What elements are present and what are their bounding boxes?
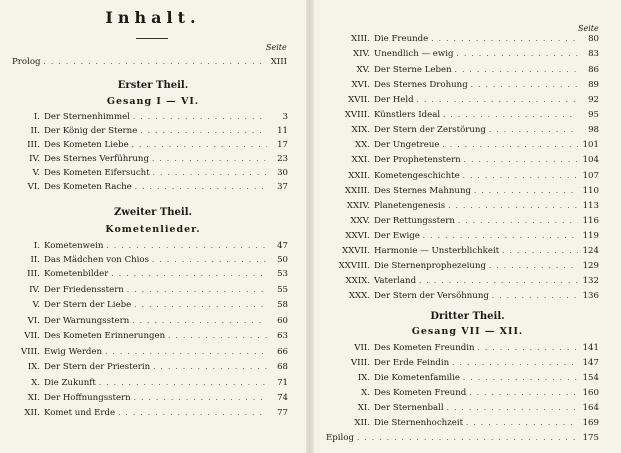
seite-label: Seite (578, 24, 599, 33)
leader-dots (135, 181, 267, 193)
toc-entry (0, 330, 288, 342)
toc-entry (314, 260, 599, 272)
toc-entry (314, 417, 599, 429)
leader-dots (455, 64, 578, 76)
toc-entry (0, 284, 288, 296)
toc-entry (0, 125, 288, 137)
page-title: Inhalt. (105, 8, 201, 27)
part-subtitle: Gesang VII — XII. (411, 326, 524, 337)
entry-page: 71 (277, 378, 288, 388)
entry-title: Der Sternenhimmel (44, 112, 130, 122)
entry-number: I. (33, 112, 40, 122)
leader-dots (423, 230, 578, 242)
leader-dots (448, 200, 578, 212)
leader-dots (168, 330, 267, 342)
toc-entry (0, 377, 288, 389)
entry-title: Des Kometen Freund (374, 388, 467, 398)
entry-title: Der König der Sterne (44, 126, 138, 136)
leader-dots (489, 260, 578, 272)
entry-number: XII. (354, 418, 370, 428)
entry-number: XVII. (348, 95, 370, 105)
entry-title: Der Warnungsstern (44, 316, 130, 326)
toc-entry (0, 139, 288, 151)
toc-entry (314, 275, 599, 287)
entry-number: XXVIII. (338, 261, 370, 271)
entry-title: Epilog (326, 433, 354, 443)
toc-entry (314, 64, 599, 76)
entry-page: 77 (277, 408, 288, 418)
entry-page: 119 (582, 231, 599, 241)
toc-entry (314, 48, 599, 60)
entry-title: Der Hoffnungsstern (44, 393, 131, 403)
toc-entry (314, 154, 599, 166)
entry-title: Vaterland (374, 276, 417, 286)
entry-number: XXII. (348, 171, 370, 181)
leader-dots (442, 139, 578, 151)
toc-entry (314, 79, 599, 91)
entry-number: I. (33, 241, 40, 251)
entry-page: 169 (582, 418, 599, 428)
toc-entry (0, 153, 288, 165)
leader-dots (466, 417, 578, 429)
toc-entry (314, 215, 599, 227)
entry-title: Des Kometen Eifersucht (44, 168, 150, 178)
entry-number: VI. (27, 182, 40, 192)
right-page (314, 0, 621, 453)
entry-page: XIII (270, 57, 287, 67)
entry-number: XXIX. (345, 276, 370, 286)
leader-dots (474, 185, 578, 197)
toc-entry (314, 139, 599, 151)
entry-page: 50 (277, 255, 288, 265)
entry-page: 89 (588, 80, 599, 90)
entry-title: Der Friedensstern (44, 285, 124, 295)
leader-dots (357, 432, 578, 444)
entry-title: Des Sternes Mahnung (374, 186, 471, 196)
part-title: Erster Theil. (117, 80, 189, 91)
entry-page: 23 (277, 154, 288, 164)
leader-dots (99, 377, 267, 389)
entry-page: 136 (582, 291, 599, 301)
entry-page: 116 (582, 216, 599, 226)
entry-title: Der Stern der Priesterin (44, 362, 151, 372)
leader-dots (502, 245, 578, 257)
entry-number: V. (32, 300, 40, 310)
entry-page: 30 (277, 168, 288, 178)
toc-entry (314, 372, 599, 384)
toc-entry (0, 111, 288, 123)
entry-title: Das Mädchen von Chios (44, 255, 150, 265)
leader-dots (419, 275, 578, 287)
entry-page: 83 (588, 49, 599, 59)
entry-page: 104 (582, 155, 599, 165)
toc-entry-prolog (12, 56, 287, 68)
entry-title: Der Sterne Leben (374, 65, 452, 75)
entry-number: XVI. (351, 80, 370, 90)
entry-number: XX. (355, 140, 370, 150)
entry-page: 60 (277, 316, 288, 326)
toc-entry (0, 392, 288, 404)
entry-number: VII. (354, 343, 370, 353)
entry-number: XXV. (350, 216, 370, 226)
toc-entry (0, 167, 288, 179)
entry-number: II. (30, 126, 40, 136)
entry-page: 141 (582, 343, 599, 353)
toc-entry (314, 170, 599, 182)
part-subtitle: Kometenlieder. (105, 224, 201, 235)
entry-page: 11 (277, 126, 288, 136)
entry-number: XXIII. (344, 186, 370, 196)
leader-dots (443, 109, 578, 121)
entry-title: Der Sternenball (374, 403, 444, 413)
leader-dots (106, 240, 267, 252)
leader-dots (127, 284, 267, 296)
entry-page: 175 (582, 433, 599, 443)
entry-page: 132 (582, 276, 599, 286)
toc-entry (0, 254, 288, 266)
entry-page: 17 (277, 140, 288, 150)
entry-title: Der Prophetenstern (374, 155, 461, 165)
entry-page: 47 (277, 241, 288, 251)
leader-dots (464, 154, 578, 166)
entry-number: XXVI. (345, 231, 370, 241)
entry-number: XIX. (351, 125, 370, 135)
leader-dots (431, 33, 578, 45)
entry-page: 101 (582, 140, 599, 150)
toc-entry (314, 124, 599, 136)
leader-dots (152, 153, 267, 165)
entry-number: X. (361, 388, 370, 398)
entry-number: III. (27, 269, 40, 279)
entry-title: Komet und Erde (44, 408, 116, 418)
leader-dots (134, 392, 267, 404)
entry-number: VII. (24, 331, 40, 341)
toc-entry (0, 181, 288, 193)
entry-title: Planetengenesis (374, 201, 446, 211)
entry-page: 74 (277, 393, 288, 403)
entry-title: Die Kometenfamilie (374, 373, 460, 383)
entry-number: X. (31, 378, 40, 388)
entry-title: Unendlich — ewig (374, 49, 454, 59)
entry-title: Des Sternes Drohung (374, 80, 468, 90)
entry-title: Die Zukunft (44, 378, 96, 388)
entry-number: IX. (27, 362, 40, 372)
entry-page: 92 (588, 95, 599, 105)
entry-title: Der Stern der Zerstörung (374, 125, 486, 135)
toc-entry (0, 299, 288, 311)
leader-dots (140, 125, 267, 137)
entry-number: XXX. (348, 291, 370, 301)
toc-entry (314, 245, 599, 257)
entry-page: 66 (277, 347, 288, 357)
entry-page: 110 (582, 186, 599, 196)
leader-dots (492, 290, 578, 302)
entry-number: XXI. (351, 155, 370, 165)
toc-entry (0, 346, 288, 358)
entry-title: Der Ungetreue (374, 140, 440, 150)
toc-entry (314, 402, 599, 414)
entry-number: VI. (27, 316, 40, 326)
toc-entry (314, 230, 599, 242)
entry-number: IV. (29, 154, 40, 164)
leader-dots (44, 56, 267, 68)
entry-number: IV. (29, 285, 40, 295)
entry-page: 80 (588, 34, 599, 44)
part-title: Zweiter Theil. (114, 207, 192, 218)
entry-page: 113 (582, 201, 599, 211)
toc-entry (314, 33, 599, 45)
entry-page: 129 (582, 261, 599, 271)
entry-title: Kometengeschichte (374, 171, 460, 181)
entry-page: 95 (588, 110, 599, 120)
part-subtitle: Gesang I — VI. (106, 96, 200, 107)
leader-dots (478, 342, 578, 354)
entry-title: Die Sternenhochzeit (374, 418, 464, 428)
leader-dots (417, 94, 578, 106)
entry-title: Der Stern der Versöhnung (374, 291, 489, 301)
entry-title: Der Erde Feindin (374, 358, 450, 368)
entry-title: Harmonie — Unsterblichkeit (374, 246, 500, 256)
entry-number: XI. (27, 393, 40, 403)
entry-page: 55 (277, 285, 288, 295)
entry-title: Der Stern der Liebe (44, 300, 132, 310)
leader-dots (458, 215, 578, 227)
toc-entry (314, 109, 599, 121)
toc-entry (0, 361, 288, 373)
toc-entry (314, 185, 599, 197)
entry-page: 160 (582, 388, 599, 398)
entry-title: Des Kometen Freundin (374, 343, 475, 353)
entry-number: XII. (24, 408, 40, 418)
leader-dots (134, 299, 267, 311)
entry-number: XXIV. (346, 201, 370, 211)
toc-entry (0, 407, 288, 419)
entry-page: 107 (582, 171, 599, 181)
leader-dots (463, 170, 578, 182)
entry-page: 98 (588, 125, 599, 135)
entry-page: 3 (282, 112, 288, 122)
seite-label: Seite (266, 43, 287, 52)
leader-dots (105, 346, 267, 358)
entry-title: Die Sternenprophezeiung (374, 261, 486, 271)
leader-dots (463, 372, 578, 384)
entry-title: Des Sternes Verführung (44, 154, 149, 164)
entry-page: 68 (277, 362, 288, 372)
entry-page: 86 (588, 65, 599, 75)
entry-title: Des Kometen Liebe (44, 140, 129, 150)
entry-number: VIII. (20, 347, 40, 357)
toc-entry-epilog (326, 432, 599, 444)
toc-entry (0, 240, 288, 252)
entry-number: IX. (357, 373, 370, 383)
entry-title: Prolog (12, 57, 41, 67)
toc-entry (0, 268, 288, 280)
leader-dots (153, 361, 267, 373)
leader-dots (153, 167, 267, 179)
toc-entry (314, 342, 599, 354)
title-rule (136, 38, 168, 39)
entry-title: Des Kometen Erinnerungen (44, 331, 166, 341)
entry-number: VIII. (350, 358, 370, 368)
entry-number: II. (30, 255, 40, 265)
toc-entry (314, 94, 599, 106)
leader-dots (489, 124, 578, 136)
entry-title: Der Held (374, 95, 414, 105)
entry-number: XVIII. (344, 110, 370, 120)
entry-number: XIV. (353, 49, 370, 59)
entry-number: XIII. (350, 34, 370, 44)
entry-number: XI. (357, 403, 370, 413)
entry-page: 124 (582, 246, 599, 256)
entry-page: 164 (582, 403, 599, 413)
toc-entry (314, 387, 599, 399)
entry-title: Künstlers Ideal (374, 110, 441, 120)
leader-dots (452, 357, 578, 369)
toc-entry (314, 290, 599, 302)
entry-page: 63 (277, 331, 288, 341)
book-gutter (306, 0, 314, 453)
entry-page: 58 (277, 300, 288, 310)
leader-dots (457, 48, 579, 60)
leader-dots (132, 315, 267, 327)
leader-dots (152, 254, 267, 266)
leader-dots (133, 111, 267, 123)
entry-title: Kometenbilder (44, 269, 109, 279)
toc-entry (314, 200, 599, 212)
leader-dots (118, 407, 267, 419)
entry-page: 53 (277, 269, 288, 279)
leader-dots (471, 79, 578, 91)
part-title: Dritter Theil. (430, 311, 505, 322)
leader-dots (469, 387, 578, 399)
entry-page: 154 (582, 373, 599, 383)
leader-dots (132, 139, 267, 151)
entry-title: Ewig Werden (44, 347, 103, 357)
entry-page: 147 (582, 358, 599, 368)
entry-title: Der Rettungsstern (374, 216, 455, 226)
entry-title: Der Ewige (374, 231, 420, 241)
entry-page: 37 (277, 182, 288, 192)
leader-dots (111, 268, 267, 280)
toc-entry (314, 357, 599, 369)
entry-number: III. (27, 140, 40, 150)
toc-entry (0, 315, 288, 327)
entry-title: Die Freunde (374, 34, 429, 44)
entry-number: V. (32, 168, 40, 178)
leader-dots (447, 402, 578, 414)
entry-number: XXVII. (342, 246, 370, 256)
left-page (0, 0, 306, 453)
entry-number: XV. (356, 65, 370, 75)
entry-title: Kometenwein (44, 241, 104, 251)
entry-title: Des Kometen Rache (44, 182, 132, 192)
